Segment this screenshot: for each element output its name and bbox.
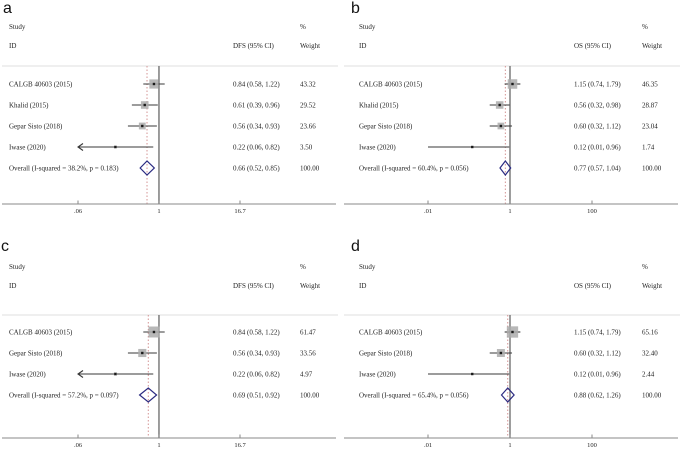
effect-ci-value: 0.22 (0.06, 0.82) (233, 370, 280, 379)
weight-value: 1.74 (642, 143, 655, 152)
study-label: Khalid (2015) (9, 101, 49, 110)
col-header-id: ID (359, 42, 367, 50)
forest-plot-svg-b (342, 0, 685, 225)
col-header-weight: Weight (642, 282, 663, 290)
weight-value: 65.16 (642, 328, 658, 337)
effect-ci-value: 0.60 (0.32, 1.12) (574, 122, 621, 131)
col-header-id: ID (9, 42, 17, 50)
weight-value: 33.56 (300, 349, 316, 358)
study-label: Iwase (2020) (359, 370, 396, 379)
effect-ci-value: 0.84 (0.58, 1.22) (233, 328, 280, 337)
point-estimate-marker (153, 83, 155, 85)
x-axis-tick-label: 100 (587, 208, 597, 215)
x-axis-tick-label: 16.7 (234, 208, 246, 215)
x-axis-tick-label: .01 (423, 442, 433, 449)
panel-label-a: a (3, 0, 12, 17)
effect-ci-value: 0.61 (0.39, 0.96) (233, 101, 280, 110)
study-label: Gepar Sisto (2018) (9, 349, 63, 358)
col-header-study: Study (359, 23, 376, 31)
weight-value: 28.87 (642, 101, 658, 110)
point-estimate-marker (144, 104, 146, 106)
point-estimate-marker (141, 125, 143, 127)
weight-value: 46.35 (642, 80, 658, 89)
weight-value: 23.04 (642, 122, 658, 131)
col-header-percent: % (300, 263, 306, 271)
x-axis-tick-label: 1 (508, 442, 512, 449)
study-label: CALGB 40603 (2015) (9, 328, 73, 337)
col-header-study: Study (9, 263, 26, 271)
x-axis-tick-label: 100 (587, 442, 597, 449)
forest-panel-b (342, 0, 685, 225)
effect-ci-value: 0.56 (0.34, 0.93) (233, 122, 280, 131)
x-axis-tick-label: .01 (423, 208, 433, 215)
col-header-id: ID (9, 282, 17, 290)
x-axis-tick-label: 1 (157, 442, 161, 449)
effect-ci-value: 0.60 (0.32, 1.12) (574, 349, 621, 358)
col-header-study: Study (359, 263, 376, 271)
effect-ci-value: 0.84 (0.58, 1.22) (233, 80, 280, 89)
study-label: CALGB 40603 (2015) (9, 80, 73, 89)
study-label: Iwase (2020) (9, 370, 46, 379)
overall-label: Overall (I-squared = 38.2%, p = 0.183) (9, 164, 119, 173)
point-estimate-marker (511, 331, 513, 333)
weight-value: 2.44 (642, 370, 655, 379)
point-estimate-marker (471, 373, 473, 375)
study-label: Gepar Sisto (2018) (359, 349, 413, 358)
overall-label: Overall (I-squared = 60.4%, p = 0.056) (359, 164, 469, 173)
weight-value: 29.52 (300, 101, 316, 110)
weight-value: 4.97 (300, 370, 313, 379)
forest-plot-svg-c (0, 225, 343, 450)
col-header-weight: Weight (300, 42, 321, 50)
point-estimate-marker (511, 83, 513, 85)
col-header-effect: OS (95% CI) (574, 42, 611, 50)
overall-label: Overall (I-squared = 65.4%, p = 0.056) (359, 391, 469, 400)
weight-value: 23.66 (300, 122, 316, 131)
study-label: Gepar Sisto (2018) (9, 122, 63, 131)
forest-plot-svg-d (342, 225, 685, 450)
x-axis-tick-label: .06 (73, 208, 83, 215)
study-label: Gepar Sisto (2018) (359, 122, 413, 131)
point-estimate-marker (500, 352, 502, 354)
point-estimate-marker (141, 352, 143, 354)
overall-weight-value: 100.00 (300, 391, 320, 400)
point-estimate-marker (114, 146, 116, 148)
effect-ci-value: 1.15 (0.74, 1.79) (574, 80, 621, 89)
col-header-percent: % (642, 23, 648, 31)
col-header-id: ID (359, 282, 367, 290)
weight-value: 43.32 (300, 80, 316, 89)
weight-value: 3.50 (300, 143, 313, 152)
forest-panel-a (0, 0, 343, 225)
effect-ci-value: 0.12 (0.01, 0.96) (574, 143, 621, 152)
forest-panel-d (342, 225, 685, 450)
overall-effect-ci-value: 0.66 (0.52, 0.85) (233, 164, 280, 173)
overall-effect-ci-value: 0.88 (0.62, 1.26) (574, 391, 621, 400)
weight-value: 32.40 (642, 349, 658, 358)
overall-effect-ci-value: 0.69 (0.51, 0.92) (233, 391, 280, 400)
effect-ci-value: 0.56 (0.34, 0.93) (233, 349, 280, 358)
point-estimate-marker (500, 125, 502, 127)
col-header-percent: % (300, 23, 306, 31)
effect-ci-value: 0.12 (0.01, 0.96) (574, 370, 621, 379)
forest-panel-c (0, 225, 343, 450)
overall-weight-value: 100.00 (642, 391, 662, 400)
study-label: CALGB 40603 (2015) (359, 328, 423, 337)
panel-label-d: d (351, 238, 360, 255)
study-label: Khalid (2015) (359, 101, 399, 110)
x-axis-tick-label: .06 (73, 442, 83, 449)
col-header-effect: OS (95% CI) (574, 282, 611, 290)
overall-weight-value: 100.00 (300, 164, 320, 173)
col-header-study: Study (9, 23, 26, 31)
x-axis-tick-label: 16.7 (234, 442, 246, 449)
point-estimate-marker (153, 331, 155, 333)
panel-label-b: b (351, 0, 360, 17)
study-label: Iwase (2020) (9, 143, 46, 152)
col-header-weight: Weight (300, 282, 321, 290)
effect-ci-value: 0.56 (0.32, 0.98) (574, 101, 621, 110)
col-header-weight: Weight (642, 42, 663, 50)
study-label: Iwase (2020) (359, 143, 396, 152)
point-estimate-marker (471, 146, 473, 148)
col-header-effect: DFS (95% CI) (233, 42, 274, 50)
x-axis-tick-label: 1 (508, 208, 512, 215)
panel-label-c: c (1, 238, 9, 255)
col-header-percent: % (642, 263, 648, 271)
overall-weight-value: 100.00 (642, 164, 662, 173)
point-estimate-marker (114, 373, 116, 375)
col-header-effect: DFS (95% CI) (233, 282, 274, 290)
effect-ci-value: 0.22 (0.06, 0.82) (233, 143, 280, 152)
point-estimate-marker (498, 104, 500, 106)
overall-label: Overall (I-squared = 57.2%, p = 0.097) (9, 391, 119, 400)
overall-effect-ci-value: 0.77 (0.57, 1.04) (574, 164, 621, 173)
effect-ci-value: 1.15 (0.74, 1.79) (574, 328, 621, 337)
x-axis-tick-label: 1 (157, 208, 161, 215)
weight-value: 61.47 (300, 328, 316, 337)
study-label: CALGB 40603 (2015) (359, 80, 423, 89)
forest-plot-svg-a (0, 0, 343, 225)
